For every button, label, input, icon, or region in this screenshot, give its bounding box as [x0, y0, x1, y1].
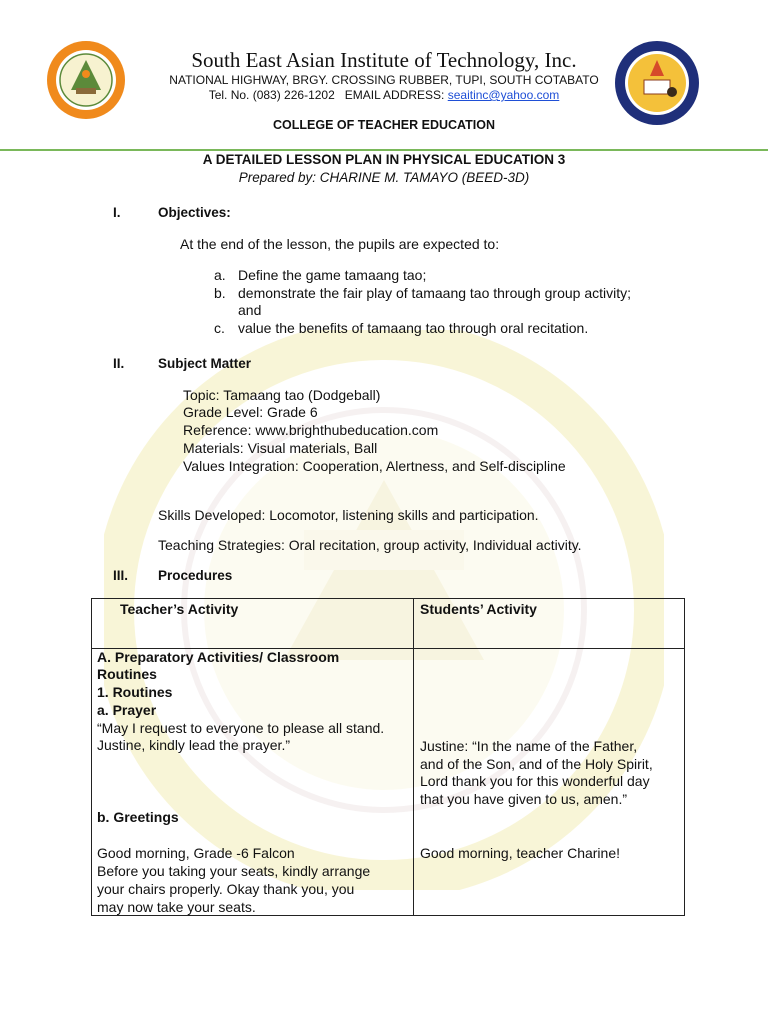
student-prayer-line: Justine: “In the name of the Father,: [420, 738, 638, 754]
student-prayer-line: that you have given to us, amen.”: [420, 791, 628, 807]
section-number-1: I.: [113, 205, 121, 220]
objectives-intro: At the end of the lesson, the pupils are expected to:: [180, 236, 500, 252]
teaching-strategies: Teaching Strategies: Oral recitation, group activity, Individual activity.: [158, 537, 582, 553]
contact-line: [130, 88, 638, 102]
student-greeting-line: Good morning, teacher Charine!: [420, 845, 620, 861]
column-header-teacher: Teacher’s Activity: [120, 601, 239, 617]
institution-address: NATIONAL HIGHWAY, BRGY. CROSSING RUBBER, TUPI, SOUTH COTABATO: [169, 73, 599, 87]
header-divider: [0, 149, 768, 151]
preparatory-heading-cont: Routines: [97, 666, 157, 682]
email-label: EMAIL ADDRESS:: [344, 88, 445, 102]
objective-letter: b.: [214, 285, 226, 301]
section-title-objectives: Objectives:: [158, 205, 231, 220]
column-divider: [413, 599, 414, 915]
college-name: COLLEGE OF TEACHER EDUCATION: [273, 118, 495, 132]
email-link[interactable]: seaitinc@yahoo.com: [447, 88, 560, 102]
topic: Topic: Tamaang tao (Dodgeball): [183, 387, 381, 403]
objective-letter: c.: [214, 320, 225, 336]
preparatory-heading: [97, 649, 407, 667]
objective-item-continued: and: [238, 302, 262, 318]
values-integration: Values Integration: Cooperation, Alertness, and Self-discipline: [183, 458, 566, 474]
teacher-greeting-line: Good morning, Grade -6 Falcon: [97, 845, 295, 861]
student-prayer-line: and of the Son, and of the Holy Spirit,: [420, 756, 653, 772]
materials: Materials: Visual materials, Ball: [183, 440, 378, 456]
institute-logo: [46, 40, 126, 120]
prepared-by: Prepared by: CHARINE M. TAMAYO (BEED-3D): [238, 170, 530, 185]
teacher-greeting-line: Before you taking your seats, kindly arrange: [97, 863, 371, 879]
teacher-greeting-line: your chairs properly. Okay thank you, you: [97, 881, 355, 897]
skills-developed: Skills Developed: Locomotor, listening skills and participation.: [158, 507, 539, 523]
prayer-heading: a. Prayer: [97, 702, 157, 718]
grade-level: Grade Level: Grade 6: [183, 404, 318, 420]
objective-item: Define the game tamaang tao;: [238, 267, 427, 283]
preparatory-heading-text: A. Preparatory Activities/ Classroom: [97, 649, 340, 665]
lesson-plan-title: A DETAILED LESSON PLAN IN PHYSICAL EDUCATION 3: [202, 152, 566, 167]
institution-name: South East Asian Institute of Technology, Inc.: [191, 48, 577, 72]
routines-heading: 1. Routines: [97, 684, 173, 700]
objective-letter: a.: [214, 267, 226, 283]
telephone: Tel. No. (083) 226-1202: [208, 88, 335, 102]
teacher-prayer-line: “May I request to everyone to please all stand.: [97, 720, 385, 736]
greetings-heading: b. Greetings: [97, 809, 179, 825]
reference: Reference: www.brighthubeducation.com: [183, 422, 439, 438]
objective-item: demonstrate the fair play of tamaang tao through group activity;: [238, 285, 632, 301]
teacher-greeting-line: may now take your seats.: [97, 899, 256, 915]
student-prayer-line: Lord thank you for this wonderful day: [420, 773, 650, 789]
objective-item: value the benefits of tamaang tao through oral recitation.: [238, 320, 589, 336]
section-title-procedures: Procedures: [158, 568, 233, 583]
teacher-prayer-line: Justine, kindly lead the prayer.”: [97, 737, 290, 753]
procedures-table: [91, 598, 685, 916]
section-number-2: II.: [113, 356, 125, 371]
column-header-students: Students’ Activity: [420, 601, 537, 617]
section-title-subject-matter: Subject Matter: [158, 356, 252, 371]
section-number-3: III.: [113, 568, 129, 583]
